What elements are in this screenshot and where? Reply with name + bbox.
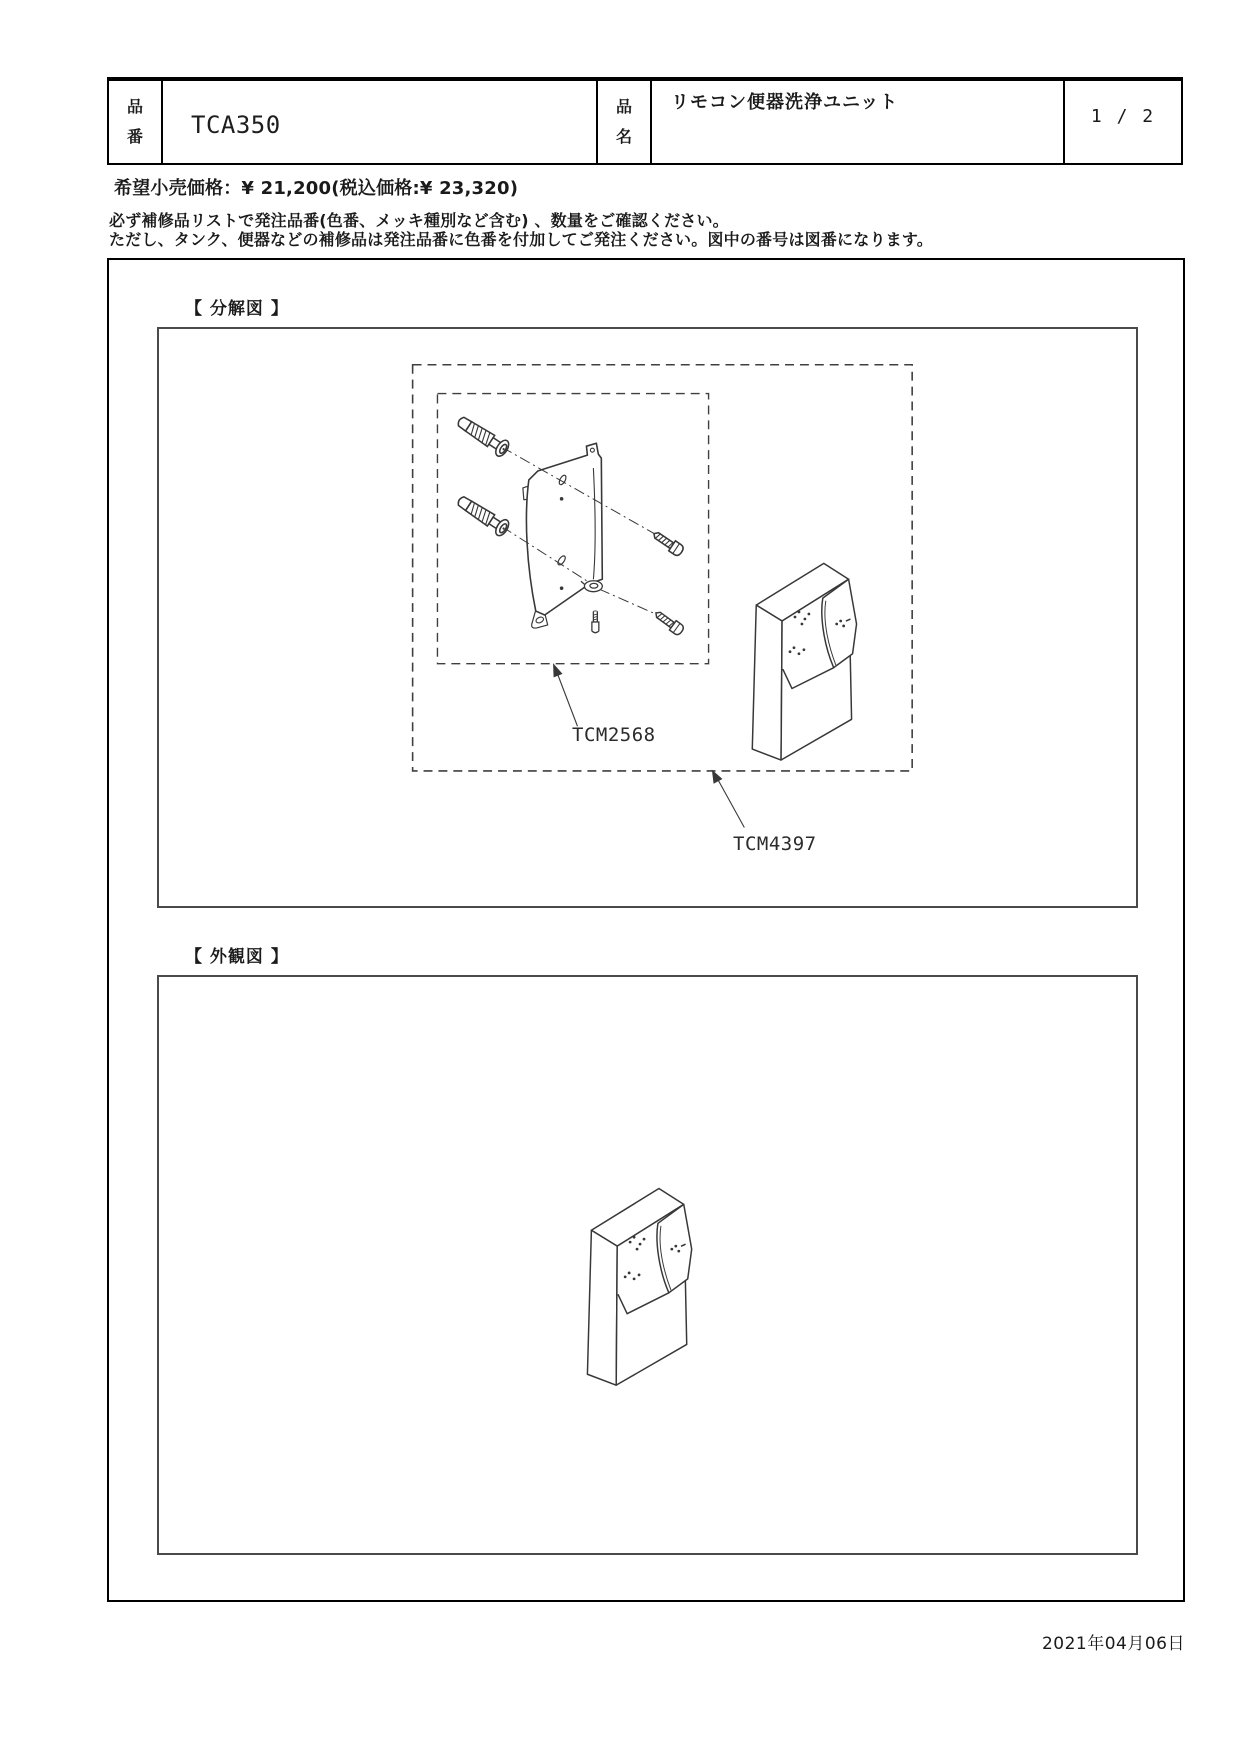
part-no-value: TCA350 xyxy=(191,111,281,139)
mounting-plate-drawing xyxy=(523,443,602,628)
remote-unit-external xyxy=(587,1189,691,1386)
external-diagram xyxy=(159,977,1136,1553)
remote-unit-exploded xyxy=(752,563,856,760)
label-tcm4397: TCM4397 xyxy=(733,833,817,855)
external-view-box xyxy=(157,975,1138,1555)
part-name-label-char-1: 品 xyxy=(615,97,632,116)
part-name-cell xyxy=(652,81,1065,163)
label-tcm2568: TCM2568 xyxy=(572,724,656,746)
section-title-exploded: 【 分解図 】 xyxy=(185,299,289,319)
exploded-diagram xyxy=(159,329,1136,906)
price-line: 希望小売価格：¥ 21,200(税込価格:¥ 23,320) xyxy=(114,178,519,199)
page-indicator: 1 / 2 xyxy=(1090,105,1156,127)
order-notes xyxy=(109,211,933,249)
part-name-value: リモコン便器洗浄ユニット xyxy=(671,92,899,113)
part-no-cell xyxy=(163,81,598,163)
part-no-label-char-2: 番 xyxy=(126,127,143,146)
leader-arrows xyxy=(554,665,745,828)
doc-date: 2021年04月06日 xyxy=(1041,1634,1185,1654)
wall-anchor-2 xyxy=(454,492,511,538)
exploded-view-box xyxy=(157,327,1138,908)
mounting-screw-2 xyxy=(653,608,685,636)
part-no-label-cell xyxy=(109,81,163,163)
order-note-line-1: 必ず補修品リストで発注品番(色番、メッキ種別など含む) 、数量をご確認ください。 xyxy=(109,211,729,230)
order-note-line-2: ただし、タンク、便器などの補修品は発注品番に色番を付加してご発注ください。図中の番号は図番になります。 xyxy=(109,230,933,249)
part-name-label-char-2: 名 xyxy=(615,127,632,146)
wall-anchor-1 xyxy=(454,413,511,459)
part-no-label-char-1: 品 xyxy=(126,97,143,116)
section-title-external: 【 外観図 】 xyxy=(185,947,289,967)
header-table xyxy=(107,77,1183,165)
page-indicator-cell xyxy=(1065,81,1181,163)
mounting-screw-1 xyxy=(651,529,685,558)
part-name-label-cell xyxy=(598,81,652,163)
fixing-bolt xyxy=(592,611,599,633)
